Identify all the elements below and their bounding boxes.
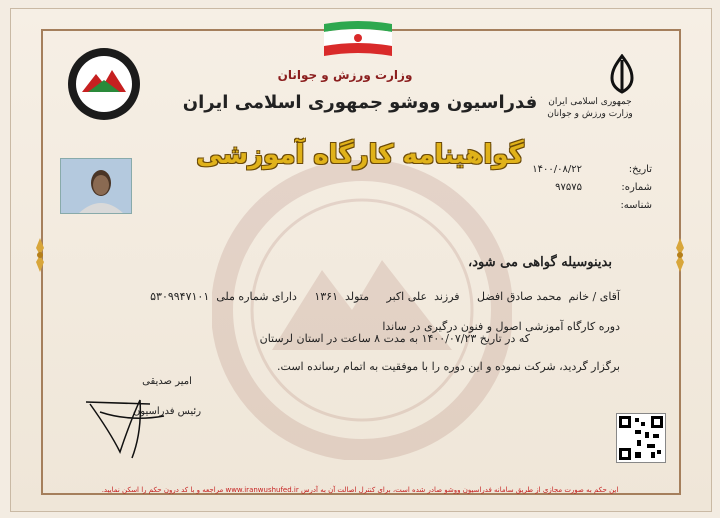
id-label: شناسه: xyxy=(620,200,652,211)
number-row xyxy=(452,182,652,198)
right-ornament-icon xyxy=(670,238,690,272)
number-label: شماره: xyxy=(621,182,652,193)
signature-scribble-icon xyxy=(80,392,170,462)
birth-year: ۱۳۶۱ xyxy=(314,290,338,303)
left-ornament-icon xyxy=(30,238,50,272)
iran-emblem-icon xyxy=(604,54,640,94)
date-row xyxy=(452,164,652,180)
main-title: فدراسیون ووشو جمهوری اسلامی ایران xyxy=(182,92,538,113)
number-value: ۹۷۵۷۵ xyxy=(555,182,582,193)
footer-notice: این حکم به صورت مجازی از طریق سامانه فدراسیون ووشو صادر شده است، برای کنترل اصالت آن به آدرس www.iranwushufed.ir مراجعه و با کد درون حکم را اسکن نمایید. xyxy=(101,486,619,494)
intro-text: بدینوسیله گواهی می شود، xyxy=(468,255,612,270)
father-name: علی اکبر xyxy=(386,290,428,303)
course-line: دوره کارگاه آموزشی اصول و فنون درگیری در ساندا xyxy=(382,320,620,333)
sub-title: وزارت ورزش و جوانان xyxy=(277,68,413,82)
verification-qr-code[interactable] xyxy=(616,413,666,463)
ministry-line-2: وزارت ورزش و جوانان xyxy=(547,109,633,119)
child-of-label: فرزند xyxy=(434,290,460,303)
national-id-label: دارای شماره ملی xyxy=(216,290,297,303)
person-line xyxy=(100,290,620,303)
id-row xyxy=(452,200,652,216)
qr-code-icon xyxy=(617,414,665,462)
person-photo xyxy=(60,158,132,214)
federation-logo-icon xyxy=(66,46,142,122)
iran-flag-icon xyxy=(320,18,396,62)
signer-title: رئیس فدراسیون xyxy=(132,406,202,417)
born-label: متولد xyxy=(345,290,370,303)
completion-line: برگزار گردید، شرکت نموده و این دوره را با موفقیت به اتمام رسانده است. xyxy=(277,360,620,373)
person-name: محمد صادق افضل xyxy=(477,290,562,303)
person-prefix: آقای / خانم xyxy=(568,290,620,303)
date-label: تاریخ: xyxy=(628,164,652,175)
date-value: ۱۴۰۰/۰۸/۲۲ xyxy=(532,164,582,175)
certificate-title: گواهینامه کارگاه آموزشی xyxy=(196,140,524,170)
ministry-line-1: جمهوری اسلامی ایران xyxy=(548,97,632,107)
national-id: ۵۳۰۹۹۴۷۱۰۱ xyxy=(150,290,210,303)
date-duration-line: که در تاریخ ۱۴۰۰/۰۷/۲۳ به مدت ۸ ساعت در استان لرستان xyxy=(259,332,530,345)
signer-name: امیر صدیقی xyxy=(142,376,192,387)
person-avatar-icon xyxy=(61,159,131,213)
